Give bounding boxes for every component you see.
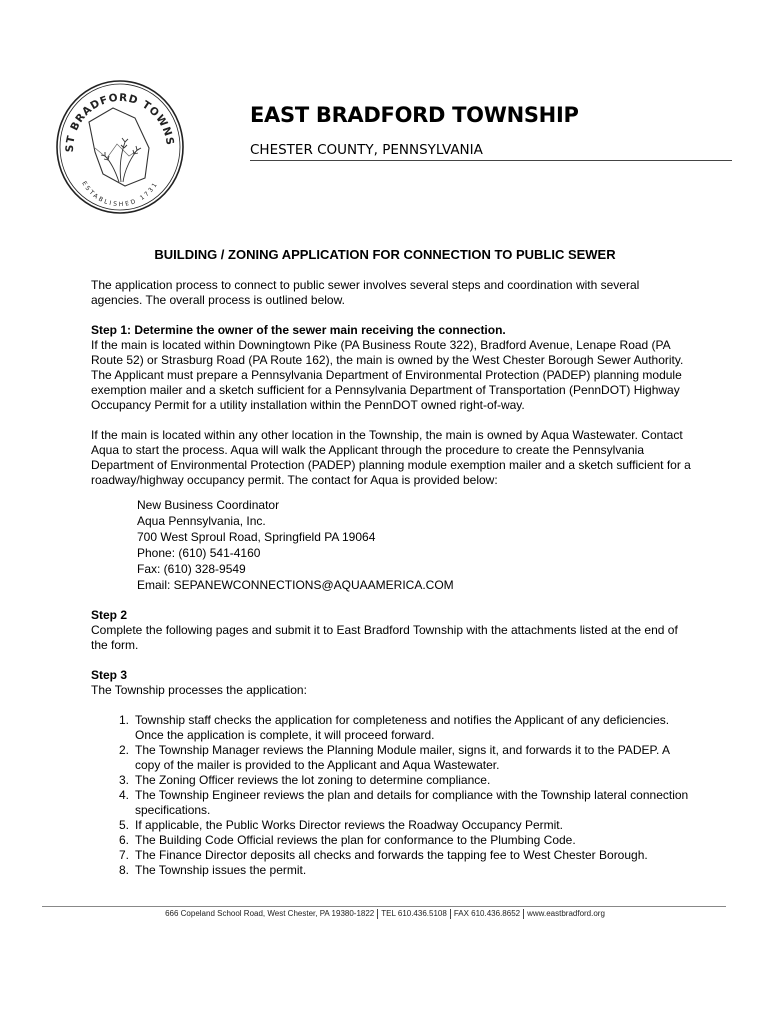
list-item: 4. The Township Engineer reviews the plan and details for compliance with the Township lateral connection specifications.	[118, 788, 689, 817]
contact-title: New Business Coordinator	[137, 498, 280, 512]
step-3-heading: Step 3	[91, 668, 128, 682]
footer-separator	[523, 909, 524, 919]
list-item: 7. The Finance Director deposits all checks and forwards the tapping fee to West Chester Borough.	[118, 848, 648, 862]
svg-text:ESTABLISHED 1731	[80, 180, 159, 208]
list-item: 5. If applicable, the Public Works Director reviews the Roadway Occupancy Permit.	[118, 818, 563, 832]
step-3-text: The Township processes the application:	[91, 683, 307, 697]
footer-separator	[377, 909, 378, 919]
contact-address: 700 West Sproul Road, Springfield PA 19064	[137, 530, 376, 544]
footer-divider	[42, 906, 726, 907]
footer	[0, 909, 770, 919]
township-seal	[55, 78, 185, 216]
step-1-paragraph-1: If the main is located within Downingtown Pike (PA Business Route 322), Bradford Avenue, Lenape Road (PA Route 52) or Strasburg Road (PA Route 162), the main is owned by the West Chester Borough Sewer Authority. The Applicant must prepare a Pennsylvania Department of Environmental Protection (PADEP) planning module exemption mailer and a sketch sufficient for a Pennsylvania Department of Transportation (PennDOT) Highway Occupancy Permit for a utility installation within the PennDOT owned right-of-way.	[91, 338, 684, 412]
step-2-heading: Step 2	[91, 608, 128, 622]
step-2-text: Complete the following pages and submit it to East Bradford Township with the attachments listed at the end of the form.	[91, 623, 678, 652]
footer-fax: FAX 610.436.8652	[453, 909, 521, 919]
aqua-contact-block	[137, 497, 691, 593]
step-3	[91, 668, 691, 698]
footer-address: 666 Copeland School Road, West Chester, PA 19380-1822	[165, 909, 375, 919]
list-item: 6. The Building Code Official reviews the plan for conformance to the Plumbing Code.	[118, 833, 576, 847]
seal-bottom-text: ESTABLISHED 1731	[80, 180, 160, 209]
seal-top-text: ST BRADFORD TOWNS	[63, 91, 176, 153]
letterhead	[250, 100, 732, 161]
step-2	[91, 608, 691, 653]
contact-company: Aqua Pennsylvania, Inc.	[137, 514, 266, 528]
list-item: 8. The Township issues the permit.	[118, 863, 307, 877]
contact-phone: Phone: (610) 541-4160	[137, 546, 261, 560]
footer-tel: TEL 610.436.5108	[381, 909, 447, 919]
document-title: BUILDING / ZONING APPLICATION FOR CONNECTION TO PUBLIC SEWER	[154, 247, 616, 262]
intro-paragraph: The application process to connect to public sewer involves several steps and coordination with several agencies. The overall process is outlined below.	[91, 278, 640, 307]
contact-email: Email: SEPANEWCONNECTIONS@AQUAAMERICA.COM	[137, 578, 454, 592]
step-1	[91, 323, 691, 413]
list-item: 1. Township staff checks the application for completeness and notifies the Applicant of any deficiencies. Once the application is complete, it will proceed forward.	[118, 713, 670, 742]
svg-text:EAST BRADFORD TOWNSHIP	[55, 78, 176, 152]
step-1-heading: Step 1: Determine the owner of the sewer main receiving the connection.	[91, 323, 506, 337]
process-list	[91, 713, 691, 878]
document-body	[91, 278, 691, 878]
footer-separator	[450, 909, 451, 919]
org-name: EAST BRADFORD TOWNSHIP	[250, 103, 579, 127]
list-item: 3. The Zoning Officer reviews the lot zoning to determine compliance.	[118, 773, 491, 787]
step-1-paragraph-2: If the main is located within any other location in the Township, the main is owned by Aqua Wastewater. Contact Aqua to start the process. Aqua will walk the Applicant through the procedure to create the Pennsylvania Department of Environmental Protection (PADEP) planning module exemption mailer and a sketch sufficient for a roadway/highway occupancy permit. The contact for Aqua is provided below:	[91, 428, 691, 487]
org-county: CHESTER COUNTY, PENNSYLVANIA	[250, 140, 732, 161]
contact-fax: Fax: (610) 328-9549	[137, 562, 246, 576]
list-item: 2. The Township Manager reviews the Planning Module mailer, signs it, and forwards it to the PADEP. A copy of the mailer is provided to the Applicant and Aqua Wastewater.	[118, 743, 670, 772]
footer-website-link[interactable]: www.eastbradford.org	[527, 909, 605, 919]
